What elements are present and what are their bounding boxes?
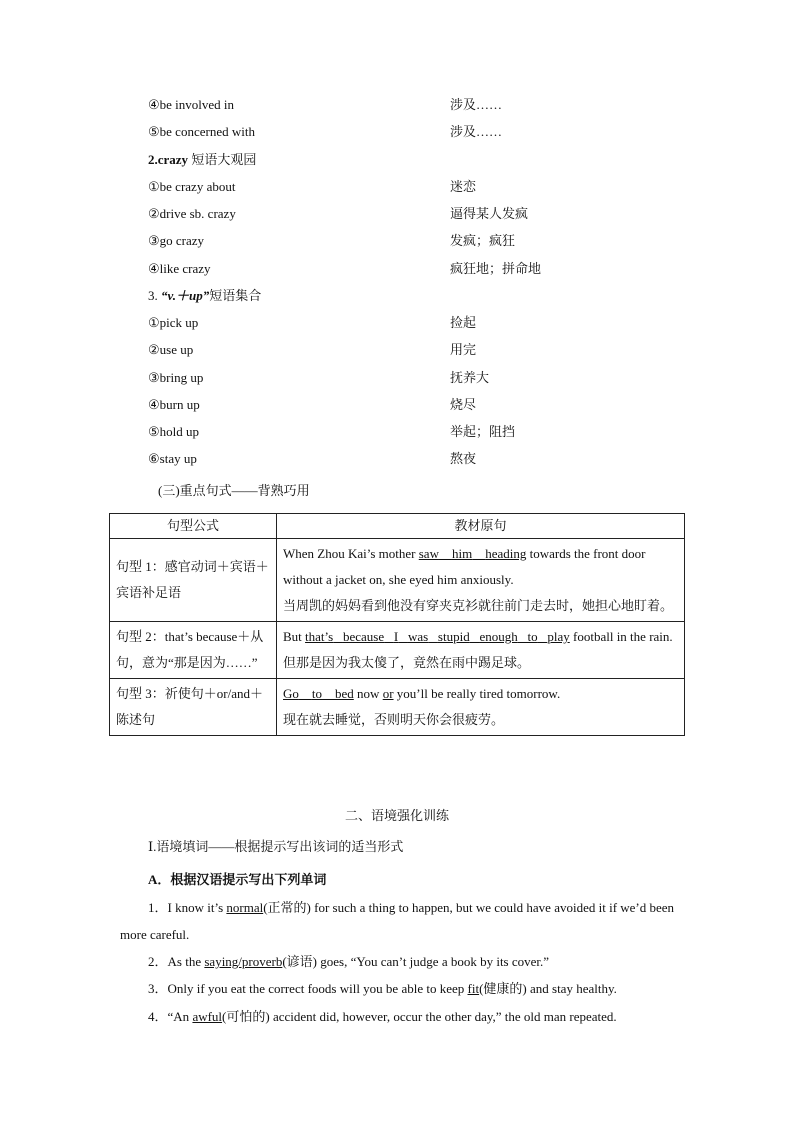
phrase-en: ⑤be concerned with	[148, 124, 255, 139]
answer-blank: bed	[335, 686, 354, 701]
sentence-cell	[277, 622, 685, 679]
section-title-key-sentences: (三)重点句式——背熟巧用	[158, 483, 310, 498]
phrase-en: ④like crazy	[148, 261, 211, 276]
exercise-item	[120, 948, 685, 975]
table-header-original: 教材原句	[277, 514, 685, 539]
phrase-en: ②drive sb. crazy	[148, 206, 236, 221]
sentence-cn: 但那是因为我太傻了，竟然在雨中踢足球。	[283, 655, 531, 670]
phrase-en: ③go crazy	[148, 233, 205, 248]
sentence-text: football in the rain.	[569, 629, 673, 644]
answer-blank: to	[527, 629, 538, 644]
sentence-cn: 现在就去睡觉，否则明天你会很疲劳。	[283, 712, 505, 727]
sentence-en	[283, 541, 678, 593]
pattern-text: 句型 1：感官动词＋宾语＋宾语补足语	[116, 559, 269, 600]
answer-blank: I	[393, 629, 399, 644]
heading-num: 2.	[148, 152, 158, 167]
answer-blank: to	[311, 686, 323, 701]
phrase-en: ①pick up	[148, 315, 199, 330]
table-row	[110, 679, 685, 736]
answer-blank: that’s	[305, 629, 334, 644]
answer-blank: because	[342, 629, 385, 644]
answer-blank: Go	[283, 686, 299, 701]
sentence-cn: 当周凯的妈妈看到他没有穿夹克衫就往前门走去时，她担心地盯着。	[283, 598, 674, 613]
item-number: 3．	[148, 981, 168, 996]
answer-blank: awful	[192, 1009, 223, 1024]
sentence-en	[283, 624, 678, 650]
part-title: 二、语境强化训练	[344, 808, 449, 823]
exercise-item	[120, 975, 685, 1002]
answer-blank: play	[547, 629, 570, 644]
phrase-cn: 涉及……	[450, 97, 503, 112]
item-number: 4．	[148, 1009, 168, 1024]
table-row	[110, 539, 685, 622]
phrase-cn: 捡起	[450, 315, 477, 330]
phrase-cn: 逼得某人发疯	[450, 206, 529, 221]
phrase-en: ⑥stay up	[148, 451, 197, 466]
item-text: Only if you eat the correct foods will you be able to keep	[167, 981, 468, 996]
table-row	[110, 622, 685, 679]
item-text: As the	[167, 954, 205, 969]
phrase-en: ③bring up	[148, 370, 204, 385]
phrase-cn: 举起；阻挡	[450, 424, 516, 439]
phrase-cn: 熬夜	[450, 451, 477, 466]
pattern-cell	[110, 622, 277, 679]
phrase-cn: 迷恋	[450, 179, 477, 194]
item-number: 2．	[148, 954, 168, 969]
answer-blank: saw	[418, 546, 439, 561]
phrase-en: ④burn up	[148, 397, 200, 412]
item-text: (正常的) for such a thing to happen, but we could have avoided it if we’d been more careful.	[120, 900, 675, 942]
pattern-text: 句型 2：that’s because＋从句，意为“那是因为……”	[116, 629, 264, 670]
item-text: (健康的) and stay healthy.	[479, 981, 617, 996]
sentence-text: now	[353, 686, 383, 701]
sentence-text: you’ll be really tired tomorrow.	[393, 686, 561, 701]
answer-blank: stupid	[437, 629, 470, 644]
answer-blank: saying/proverb	[204, 954, 283, 969]
item-text: (谚语) goes, “You can’t judge a book by its cover.”	[282, 954, 550, 969]
phrase-en: ②use up	[148, 342, 194, 357]
sentence-text: towards the front door without a jacket on, she eyed him anxiously.	[283, 546, 646, 587]
heading-num: 3.	[148, 288, 161, 303]
section-heading-v-up	[148, 286, 261, 306]
sentence-text: When Zhou Kai’s mother	[283, 546, 419, 561]
phrase-cn: 疯狂地；拼命地	[450, 261, 542, 276]
phrase-cn: 抚养大	[450, 370, 490, 385]
key-sentence-table	[109, 513, 685, 736]
exercise-item	[120, 894, 685, 948]
answer-blank: or	[382, 686, 394, 701]
table-header-pattern: 句型公式	[110, 514, 277, 539]
item-text: I know it’s	[167, 900, 227, 915]
heading-text: 短语大观园	[188, 152, 257, 167]
phrase-en: ①be crazy about	[148, 179, 236, 194]
exercise-instruction: Ⅰ.语境填词——根据提示写出该词的适当形式	[148, 839, 404, 854]
answer-blank: normal	[226, 900, 264, 915]
table-header-row	[110, 514, 685, 539]
sentence-en	[283, 681, 678, 707]
heading-keyword: “v.＋up”	[161, 288, 210, 303]
answer-blank: him	[451, 546, 473, 561]
pattern-text: 句型 3：祈使句＋or/and＋陈述句	[116, 686, 263, 727]
answer-blank: heading	[485, 546, 527, 561]
sentence-cell	[277, 679, 685, 736]
phrase-cn: 烧尽	[450, 397, 477, 412]
item-text: (可怕的) accident did, however, occur the other day,” the old man repeated.	[222, 1009, 617, 1024]
pattern-cell	[110, 539, 277, 622]
phrase-cn: 发疯；疯狂	[450, 233, 516, 248]
phrase-en: ④be involved in	[148, 97, 235, 112]
sentence-cell	[277, 539, 685, 622]
item-text: “An	[167, 1009, 193, 1024]
pattern-cell	[110, 679, 277, 736]
heading-keyword: crazy	[157, 152, 189, 167]
exercise-item	[120, 1003, 685, 1030]
phrase-cn: 涉及……	[450, 124, 503, 139]
phrase-cn: 用完	[450, 342, 477, 357]
item-number: 1．	[148, 900, 168, 915]
phrase-en: ⑤hold up	[148, 424, 200, 439]
heading-text: 短语集合	[209, 288, 262, 303]
exercise-subheading: A．根据汉语提示写出下列单词	[148, 872, 327, 887]
answer-blank: enough	[479, 629, 518, 644]
sentence-text: But	[283, 629, 306, 644]
answer-blank: was	[407, 629, 429, 644]
section-heading-crazy	[148, 150, 256, 170]
answer-blank: fit	[467, 981, 480, 996]
